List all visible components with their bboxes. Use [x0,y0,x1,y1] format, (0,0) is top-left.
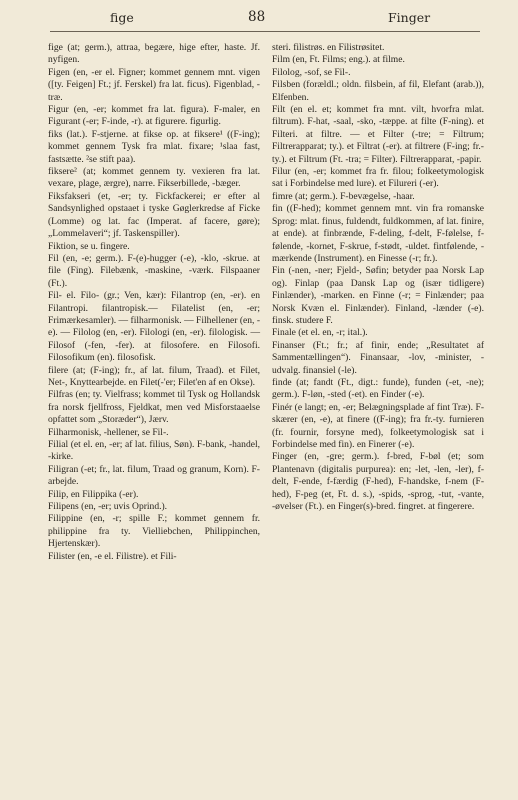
dictionary-entry: Fil- el. Filo- (gr.; Ven, kær): Filantrop (en, -er). en Filantropi. filantropisk.— Filatelist (en, -er; Frimærkesamler). — filharmonisk. — Filhellener (en, -e). — Filolog (en, -er). Filologi (en, -er). filologisk. — Filosof (-fen, -fer). at filosofere. en Filosofi. Filosofikum (en). filosofisk. [48,290,260,364]
dictionary-entry: fin ((F-hed); kommet gennem mnt. vin fra romanske Sprog: mlat. finus, fuldendt, fuldkommen, af lat. finire, at ende). at finbrænde, F-deling, f-delt, F-følelse, f-følende, -kornet, F-skrue, f-stødt, -uldet. fintfølende, -mærkende (Instrument). en Finesse (-r; fr.). [272,203,484,264]
dictionary-entry: Fin (-nen, -ner; Fjeld-, Søfin; betyder paa Norsk Lap og). Finlap (paa Dansk Lap og (især tidligere) Finlænder), -marken. en Finne (-r; = Finlænder; paa Norsk Kvæn el. Finlænder). Finland, -lænder (-e). finsk. studere F. [272,265,484,326]
dictionary-entry: Filippine (en, -r; spille F.; kommet gennem fr. philippine fra ty. Vielliebchen, Philippinchen, Hjertenskær). [48,513,260,550]
dictionary-entry: Finger (en, -gre; germ.). f-bred, F-bøl (et; som Plantenavn (digitalis purpurea): en; -let, -len, -ler), f-delt, F-ende, f-færdig (F-hed), F-handske, f-nem (F-hed), F-peg (et, Ft. d. s.), -spids, -sprog, -tut, -vante, -øvelser (Ft.). en Finger(s)-bred. fingret. at fingerere. [272,451,484,513]
dictionary-entry: Filipens (en, -er; uvis Oprind.). [48,501,168,513]
dictionary-entry: Filt (en el. et; kommet fra mnt. vilt, hvorfra mlat. filtrum). F-hat, -saal, -sko, -tæppe. at filte (F-ning). et Filteri. at filtre. — et Filter (-tre; = Filtrum; Filtrerapparat; ty.). et Filtrat (-er). at filtrere (F-ing; fr.-ty.). et Filtrum (Ft. -tra; = Filter). Filtrerapparat, -papir. [272,104,484,165]
page-number: 88 [248,9,266,25]
dictionary-entry: Filolog, -sof, se Fil-. [272,66,351,78]
dictionary-entry: Filial (et el. en, -er; af lat. filius, Søn). F-bank, -handel, -kirke. [48,439,260,463]
dictionary-entry: Fiksfakseri (et, -er; ty. Fickfackerei; er efter al Sandsynlighed opstaaet i tyske Gøglerkredse af Ficke (Lomme) og lat. fac (Imperat. af facere, gøre); „Lommelaveri“; jf. Taskenspiller). [48,190,260,240]
page-header [50,10,478,30]
dictionary-entry: Finale (et el. en, -r; ital.). [272,327,368,339]
dictionary-entry: Filigran (-et; fr., lat. filum, Traad og granum, Korn). F-arbejde. [48,463,260,488]
dictionary-entry: Filsben (forældl.; oldn. filsbein, af fil, Elefant (arab.)), Elfenben. [272,79,484,103]
dictionary-entry: fiksere² (at; kommet gennem ty. vexieren fra lat. vexare, plage, ærgre), narre. Fikserbillede, -bæger. [48,166,260,190]
header-right-guideword: Finger [388,10,431,25]
dictionary-entry: fige (at; germ.), attraa, begære, hige efter, haste. Jf. nyfigen. [48,42,260,66]
dictionary-entry: Fil (en, -e; germ.). F-(e)-hugger (-e), -klo, -skrue. at file (Fing). Filebænk, -maskine, -værk. Filspaaner (Ft.). [48,252,260,289]
dictionary-entry: Filharmonisk, -hellener, se Fil-. [48,426,169,438]
dictionary-entry: Finér (e langt; en, -er; Belægningsplade af fint Træ). F-skærer (en, -e), at finere ((F-ing); fra fr.-ty. furnieren (fr. fournir, forsyne med), folkeetymologisk sat i Forbindelse med fin). en Finerer (-e). [272,401,484,450]
dictionary-entry: Filur (en, -er; kommet fra fr. filou; folkeetymologisk sat i Forbindelse med lure). et Filureri (-er). [272,166,484,190]
dictionary-entry: Finanser (Ft.; fr.; af finir, ende; „Resultatet af Sammentællingen“). Finansaar, -lov, -minister, -udvalg. finansiel (-le). [272,339,484,376]
dictionary-entry: finde (at; fandt (Ft., digt.: funde), funden (-et, -ne); germ.). F-løn, -sted (-et). en Finder (-e). [272,376,484,401]
dictionary-entry: fiks (lat.). F-stjerne. at fikse op. at fiksere¹ ((F-ing); kommet gennem Tysk fra mlat. fixare; ¹slaa fast, fastsætte. ²se stift paa). [48,128,260,165]
right-column [272,42,484,513]
dictionary-entry: Figur (en, -er; kommet fra lat. figura). F-maler, en Figurant (-er; F-inde, -r). at figurere. figurlig. [48,104,260,128]
dictionary-entry: Filister (en, -e el. Filistre). et Fili- [48,550,177,562]
dictionary-entry: Filfras (en; ty. Vielfrass; kommet til Tysk og Hollandsk fra norsk fjellfross, Fjeldkat, men ved Misforstaaelse opfattet som „Storæder“), Jærv. [48,389,260,426]
header-rule [50,31,480,32]
dictionary-entry: filere (at; (F-ing); fr., af lat. filum, Traad). et Filet, Net-, Knyttearbejde. en Filet(-'er; Filet'en af en Okse). [48,364,260,388]
header-left-guideword: fige [110,10,134,25]
dictionary-entry: Filip, en Filippika (-er). [48,488,139,500]
dictionary-entry: Fiktion, se u. fingere. [48,240,130,252]
left-column [48,42,260,563]
dictionary-entry: Figen (en, -er el. Figner; kommet gennem mnt. vigen ([ty. Feigen] Ft.; jf. Ferskel) fra lat. ficus). Figenblad, -træ. [48,66,260,103]
dictionary-entry: steri. filistrøs. en Filistrøsitet. [272,42,385,53]
dictionary-entry: fimre (at; germ.). F-bevægelse, -haar. [272,190,415,202]
dictionary-entry: Film (en, Ft. Films; eng.). at filme. [272,54,405,66]
